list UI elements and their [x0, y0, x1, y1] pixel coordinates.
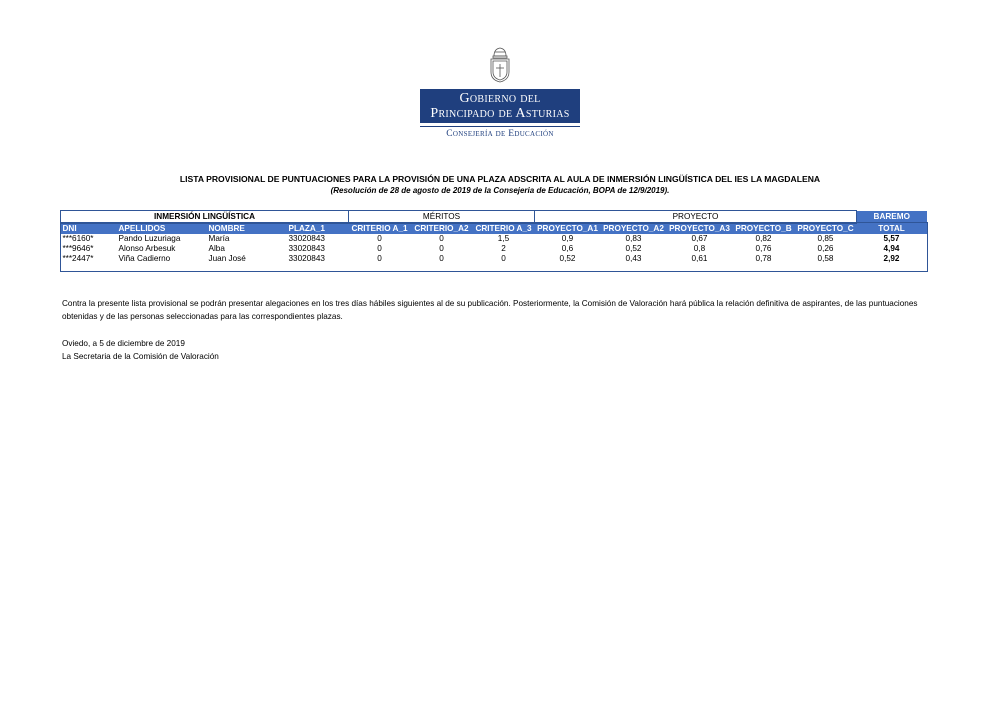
group-header-row: [61, 211, 927, 224]
cell-proyecto-a1: 0,6: [561, 244, 574, 253]
group-meritos: MÉRITOS: [349, 211, 535, 224]
cell-proyecto-a2: 0,52: [625, 244, 642, 253]
cell-criterio-a1: 0: [377, 244, 382, 253]
col-proyecto-b: PROYECTO_B: [733, 224, 795, 235]
cell-nombre: Juan José: [208, 254, 246, 263]
cell-proyecto-a1: 0,9: [561, 234, 574, 243]
cell-apellidos: Pando Luzuriaga: [118, 234, 181, 243]
col-criterio-a3: CRITERIO A_3: [473, 224, 535, 235]
col-apellidos: APELLIDOS: [117, 224, 207, 235]
col-proyecto-a3: PROYECTO_A3: [667, 224, 733, 235]
cell-dni: ***6160*: [62, 234, 94, 243]
government-logo: [420, 89, 580, 123]
cell-criterio-a3: 0: [501, 254, 506, 263]
cell-proyecto-b: 0,76: [755, 244, 772, 253]
cell-total: 4,94: [883, 244, 900, 253]
col-plaza: PLAZA_1: [287, 224, 349, 235]
cell-proyecto-b: 0,78: [755, 254, 772, 263]
org-line-1: Gobierno del: [459, 91, 541, 106]
scores-table: [60, 210, 927, 264]
place-date: Oviedo, a 5 de diciembre de 2019: [62, 339, 185, 348]
group-inmersion: INMERSIÓN LINGÜÍSTICA: [61, 211, 349, 224]
cell-criterio-a2: 0: [439, 234, 444, 243]
table-row: [61, 234, 927, 244]
cell-plaza: 33020843: [288, 234, 325, 243]
cell-total: 5,57: [883, 234, 900, 243]
group-baremo: BAREMO: [857, 211, 927, 224]
notice-paragraph: Contra la presente lista provisional se podrán presentar alegaciones en los tres días hábiles siguientes al de su publicación. Posteriormente, la Comisión de Valoración hará pública la relación definitiva de aspirantes, de las puntuaciones obtenidas y de las personas seleccionadas para las correspondientes plazas.: [62, 299, 918, 321]
cell-criterio-a2: 0: [439, 244, 444, 253]
cell-total: 2,92: [883, 254, 900, 263]
cell-apellidos: Alonso Arbesuk: [118, 244, 176, 253]
cell-dni: ***9646*: [62, 244, 94, 253]
cell-plaza: 33020843: [288, 254, 325, 263]
col-proyecto-c: PROYECTO_C: [795, 224, 857, 235]
cell-dni: ***2447*: [62, 254, 94, 263]
cell-proyecto-a1: 0,52: [559, 254, 576, 263]
cell-proyecto-b: 0,82: [755, 234, 772, 243]
cell-proyecto-a3: 0,61: [691, 254, 708, 263]
col-criterio-a1: CRITERIO A_1: [349, 224, 411, 235]
signature-line: La Secretaria de la Comisión de Valoración: [62, 352, 219, 361]
table-row: [61, 254, 927, 264]
cell-proyecto-a2: 0,43: [625, 254, 642, 263]
cell-nombre: Alba: [208, 244, 225, 253]
table-row: [61, 244, 927, 254]
cell-proyecto-a3: 0,8: [693, 244, 706, 253]
cell-proyecto-a2: 0,83: [625, 234, 642, 243]
document-title: LISTA PROVISIONAL DE PUNTUACIONES PARA LA PROVISIÓN DE UNA PLAZA ADSCRITA AL AULA DE INMERSIÓN LINGÜÍSTICA DEL IES LA MAGDALENA: [179, 174, 821, 184]
cell-criterio-a3: 2: [501, 244, 506, 253]
col-dni: DNI: [61, 224, 117, 235]
col-criterio-a2: CRITERIO_A2: [411, 224, 473, 235]
group-proyecto: PROYECTO: [535, 211, 857, 224]
column-header-row: [61, 224, 927, 235]
cell-proyecto-c: 0,85: [817, 234, 834, 243]
cell-proyecto-a3: 0,67: [691, 234, 708, 243]
brand-divider: [420, 126, 580, 127]
cell-criterio-a2: 0: [439, 254, 444, 263]
cell-criterio-a1: 0: [377, 254, 382, 263]
cell-plaza: 33020843: [288, 244, 325, 253]
cell-proyecto-c: 0,26: [817, 244, 834, 253]
col-proyecto-a2: PROYECTO_A2: [601, 224, 667, 235]
cell-criterio-a3: 1,5: [497, 234, 510, 243]
org-line-2: Principado de Asturias: [430, 106, 570, 121]
col-total: TOTAL: [857, 224, 927, 235]
department-name: Consejería de Educación: [446, 129, 554, 139]
cell-criterio-a1: 0: [377, 234, 382, 243]
document-subtitle: (Resolución de 28 de agosto de 2019 de la Consejeria de Educación, BOPA de 12/9/2019).: [330, 186, 670, 195]
cell-apellidos: Viña Cadierno: [118, 254, 171, 263]
cell-nombre: María: [208, 234, 230, 243]
cell-proyecto-c: 0,58: [817, 254, 834, 263]
coat-of-arms-icon: [486, 46, 514, 84]
col-proyecto-a1: PROYECTO_A1: [535, 224, 601, 235]
col-nombre: NOMBRE: [207, 224, 287, 235]
